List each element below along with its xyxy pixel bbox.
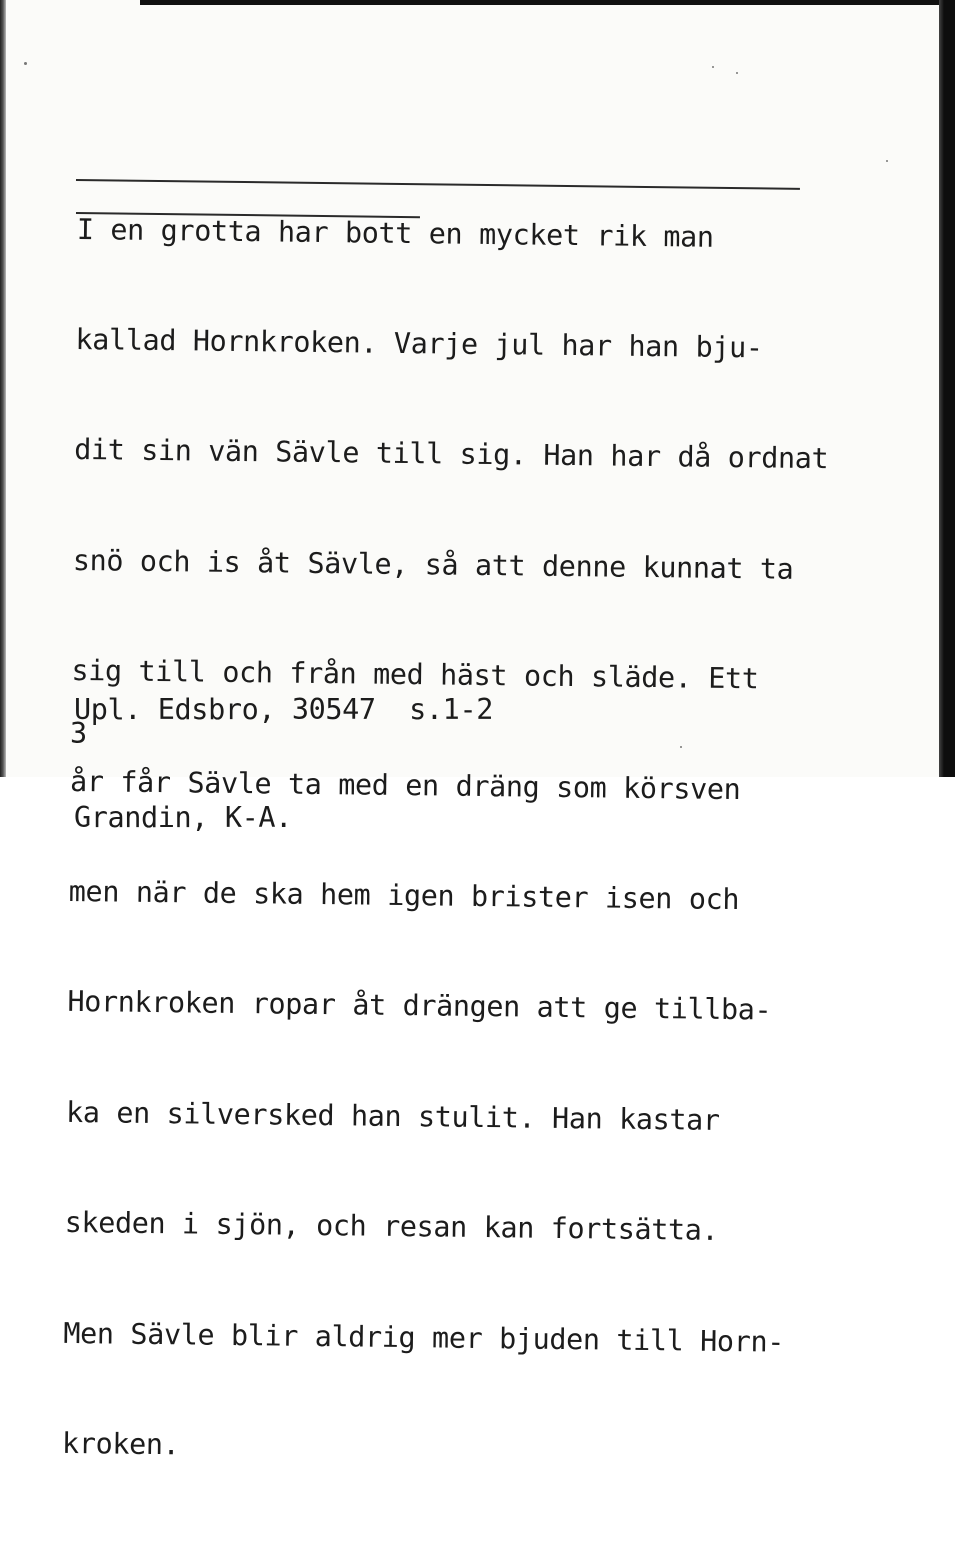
story-line: år får Sävle ta med en dräng som körsven: [69, 764, 741, 806]
story-line: Men Sävle blir aldrig mer bjuden till Horn-: [63, 1316, 785, 1359]
story-line: snö och is åt Sävle, så att denne kunnat ta: [72, 543, 794, 586]
paper-speck: [736, 72, 738, 74]
paper-speck: [886, 160, 888, 162]
story-line: skeden i sjön, och resan kan fortsätta.: [64, 1206, 719, 1248]
source-informant: Grandin, K-A.: [74, 801, 292, 834]
story-line: men när de ska hem igen brister isen och: [68, 874, 740, 917]
story-line: kallad Hornkroken. Varje jul har han bju-: [75, 322, 763, 365]
story-line: Hornkroken ropar åt drängen att ge tillba-: [67, 985, 772, 1027]
story-line: sig till och från med häst och släde. Ett: [71, 654, 759, 696]
card-left-border: [0, 0, 6, 777]
card-right-border: [939, 0, 955, 777]
story-line: ka en silversked han stulit. Han kastar: [65, 1095, 720, 1137]
card-number: 3: [70, 717, 88, 750]
source-place: Upl. Edsbro, 30547 s.1-2: [74, 693, 493, 726]
paper-speck: [680, 746, 682, 748]
paper-speck: [712, 66, 714, 68]
paper-speck: [24, 62, 27, 65]
story-line: kroken.: [61, 1426, 180, 1462]
source-reference: [74, 620, 493, 908]
card-top-border: [140, 0, 955, 5]
story-line: dit sin vän Sävle till sig. Han har då ordnat: [73, 433, 829, 476]
story-line: I en grotta har bott en mycket rik man: [76, 212, 714, 254]
